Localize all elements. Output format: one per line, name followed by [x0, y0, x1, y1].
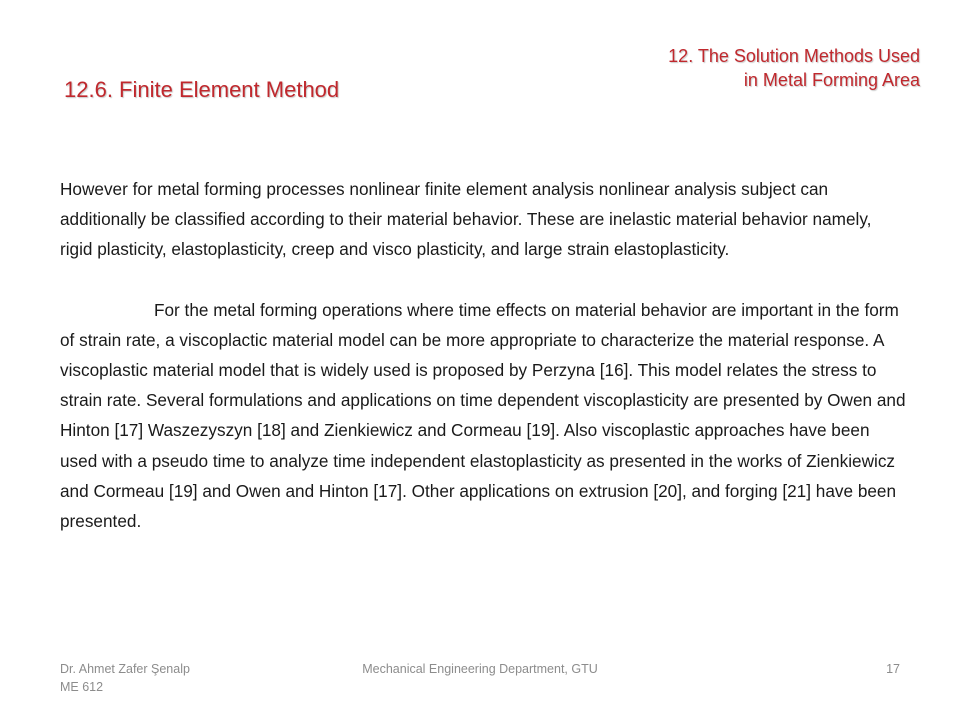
paragraph-2-text: For the metal forming operations where time effects on material behavior are important in the form of strain rate, a viscoplactic material model can be more appropriate to characterize the material response. A viscoplastic material model that is widely used is proposed by Perzyna [16]. This model relates the stress to strain rate. Several formulations and applications on time dependent viscoplasticity are presented by Owen and Hinton [17] Waszezyszyn [18] and Zienkiewicz and Cormeau [19]. Also viscoplastic approaches have been used with a pseudo time to analyze time independent elastoplasticity as presented in the works of Zienkiewicz and Cormeau [19] and Owen and Hinton [17]. Other applications on extrusion [20], and forging [21] have been presented.: [60, 299, 906, 532]
footer-author: Dr. Ahmet Zafer Şenalp: [60, 662, 190, 676]
footer-author-block: [60, 660, 280, 696]
slide-title: 12.6. Finite Element Method: [64, 77, 340, 102]
paragraph-1: However for metal forming processes nonlinear finite element analysis nonlinear analysis subject can additionally be classified according to their material behavior. These are inelastic material behavior namely, rigid plasticity, elastoplasticity, creep and visco plasticity, and large strain elastoplasticity.: [60, 179, 872, 260]
slide-body: [60, 174, 908, 536]
footer-course: ME 612: [60, 680, 104, 694]
section-heading-line-1: 12. The Solution Methods Used: [668, 46, 920, 66]
page-number: 17: [886, 662, 900, 676]
section-heading: [560, 44, 920, 92]
section-heading-line-2: in Metal Forming Area: [743, 70, 920, 90]
footer-department: Mechanical Engineering Department, GTU: [362, 662, 598, 676]
paragraph-2: [60, 295, 908, 537]
